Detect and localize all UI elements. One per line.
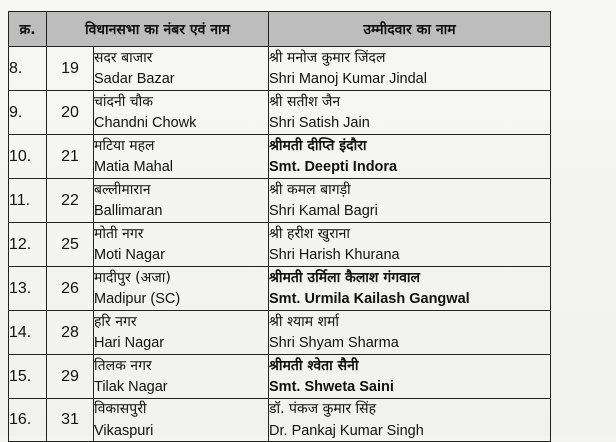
serial-cell: 15. bbox=[9, 355, 47, 399]
candidate-name-cell bbox=[269, 135, 551, 179]
table-body bbox=[9, 47, 551, 442]
serial-cell: 10. bbox=[9, 135, 47, 179]
constituency-number: 22 bbox=[47, 179, 94, 223]
constituency-name-english: Chandni Chowk bbox=[94, 114, 197, 131]
constituency-name-hindi: हरि नगर bbox=[94, 313, 137, 330]
candidate-name-cell bbox=[269, 399, 551, 442]
candidate-name-hindi: श्री श्याम शर्मा bbox=[269, 313, 340, 330]
constituency-name-hindi: सदर बाजार bbox=[94, 49, 153, 66]
header-serial: क्र. bbox=[9, 12, 47, 47]
candidate-name-cell bbox=[269, 355, 551, 399]
candidate-name-english: Shri Shyam Sharma bbox=[269, 334, 399, 351]
constituency-name-hindi: मटिया महल bbox=[94, 137, 155, 154]
constituency-name-hindi: विकासपुरी bbox=[94, 401, 147, 417]
table-row bbox=[9, 267, 551, 311]
table-row bbox=[9, 179, 551, 223]
header-candidate: उम्मीदवार का नाम bbox=[269, 12, 551, 47]
serial-cell: 8. bbox=[9, 47, 47, 91]
candidate-name-hindi: डॉ. पंकज कुमार सिंह bbox=[269, 401, 377, 417]
constituency-number: 29 bbox=[47, 355, 94, 399]
constituency-name-english: Hari Nagar bbox=[94, 334, 165, 351]
candidate-name-english: Shri Kamal Bagri bbox=[269, 202, 378, 219]
candidate-name-cell bbox=[269, 47, 551, 91]
constituency-number: 21 bbox=[47, 135, 94, 179]
constituency-name-english: Madipur (SC) bbox=[94, 290, 181, 307]
candidate-name-english: Smt. Urmila Kailash Gangwal bbox=[269, 290, 470, 307]
serial-cell: 9. bbox=[9, 91, 47, 135]
constituency-name-hindi: तिलक नगर bbox=[94, 357, 152, 374]
constituency-name-cell bbox=[94, 311, 269, 355]
candidate-table bbox=[8, 11, 551, 442]
table-row bbox=[9, 311, 551, 355]
candidate-name-hindi: श्री कमल बागड़ी bbox=[269, 181, 351, 198]
constituency-name-cell bbox=[94, 267, 269, 311]
constituency-name-english: Tilak Nagar bbox=[94, 378, 168, 395]
constituency-number: 31 bbox=[47, 399, 94, 442]
constituency-name-hindi: मोती नगर bbox=[94, 225, 144, 242]
candidate-name-hindi: श्री मनोज कुमार जिंदल bbox=[269, 49, 386, 66]
constituency-name-cell bbox=[94, 91, 269, 135]
constituency-name-cell bbox=[94, 355, 269, 399]
candidate-name-english: Shri Satish Jain bbox=[269, 114, 370, 131]
constituency-name-english: Ballimaran bbox=[94, 202, 163, 219]
candidate-name-english: Dr. Pankaj Kumar Singh bbox=[269, 423, 424, 439]
candidate-name-cell bbox=[269, 267, 551, 311]
serial-cell: 11. bbox=[9, 179, 47, 223]
candidate-name-cell bbox=[269, 179, 551, 223]
constituency-number: 28 bbox=[47, 311, 94, 355]
candidate-name-hindi: श्री हरीश खुराना bbox=[269, 225, 350, 242]
candidate-name-hindi: श्री सतीश जैन bbox=[269, 93, 341, 110]
table-header-row bbox=[9, 12, 551, 47]
candidate-name-cell bbox=[269, 311, 551, 355]
serial-cell: 16. bbox=[9, 399, 47, 442]
serial-cell: 12. bbox=[9, 223, 47, 267]
candidate-name-english: Smt. Shweta Saini bbox=[269, 378, 394, 395]
serial-cell: 13. bbox=[9, 267, 47, 311]
constituency-name-hindi: बल्लीमारान bbox=[94, 181, 151, 198]
constituency-number: 20 bbox=[47, 91, 94, 135]
constituency-name-cell bbox=[94, 179, 269, 223]
constituency-name-cell bbox=[94, 399, 269, 442]
constituency-number: 26 bbox=[47, 267, 94, 311]
candidate-name-hindi: श्रीमती श्वेता सैनी bbox=[269, 357, 359, 374]
constituency-name-cell bbox=[94, 47, 269, 91]
constituency-name-english: Vikaspuri bbox=[94, 423, 154, 439]
candidate-name-cell bbox=[269, 223, 551, 267]
constituency-name-hindi: चांदनी चौक bbox=[94, 93, 154, 110]
table-row bbox=[9, 135, 551, 179]
table-row bbox=[9, 399, 551, 442]
candidate-name-hindi: श्रीमती उर्मिला कैलाश गंगवाल bbox=[269, 269, 420, 286]
constituency-name-cell bbox=[94, 135, 269, 179]
serial-cell: 14. bbox=[9, 311, 47, 355]
constituency-name-english: Sadar Bazar bbox=[94, 70, 175, 87]
candidate-name-english: Smt. Deepti Indora bbox=[269, 158, 398, 175]
constituency-number: 19 bbox=[47, 47, 94, 91]
constituency-name-cell bbox=[94, 223, 269, 267]
constituency-name-english: Matia Mahal bbox=[94, 158, 173, 175]
candidate-name-english: Shri Harish Khurana bbox=[269, 246, 400, 263]
candidate-name-english: Shri Manoj Kumar Jindal bbox=[269, 70, 427, 87]
table-row bbox=[9, 91, 551, 135]
table-row bbox=[9, 223, 551, 267]
constituency-name-english: Moti Nagar bbox=[94, 246, 165, 263]
candidate-name-cell bbox=[269, 91, 551, 135]
candidate-name-hindi: श्रीमती दीप्ति इंदौरा bbox=[269, 137, 367, 154]
header-constituency: विधानसभा का नंबर एवं नाम bbox=[47, 12, 269, 47]
table-row bbox=[9, 47, 551, 91]
constituency-number: 25 bbox=[47, 223, 94, 267]
table-row bbox=[9, 355, 551, 399]
constituency-name-hindi: मादीपुर (अजा) bbox=[94, 269, 171, 286]
